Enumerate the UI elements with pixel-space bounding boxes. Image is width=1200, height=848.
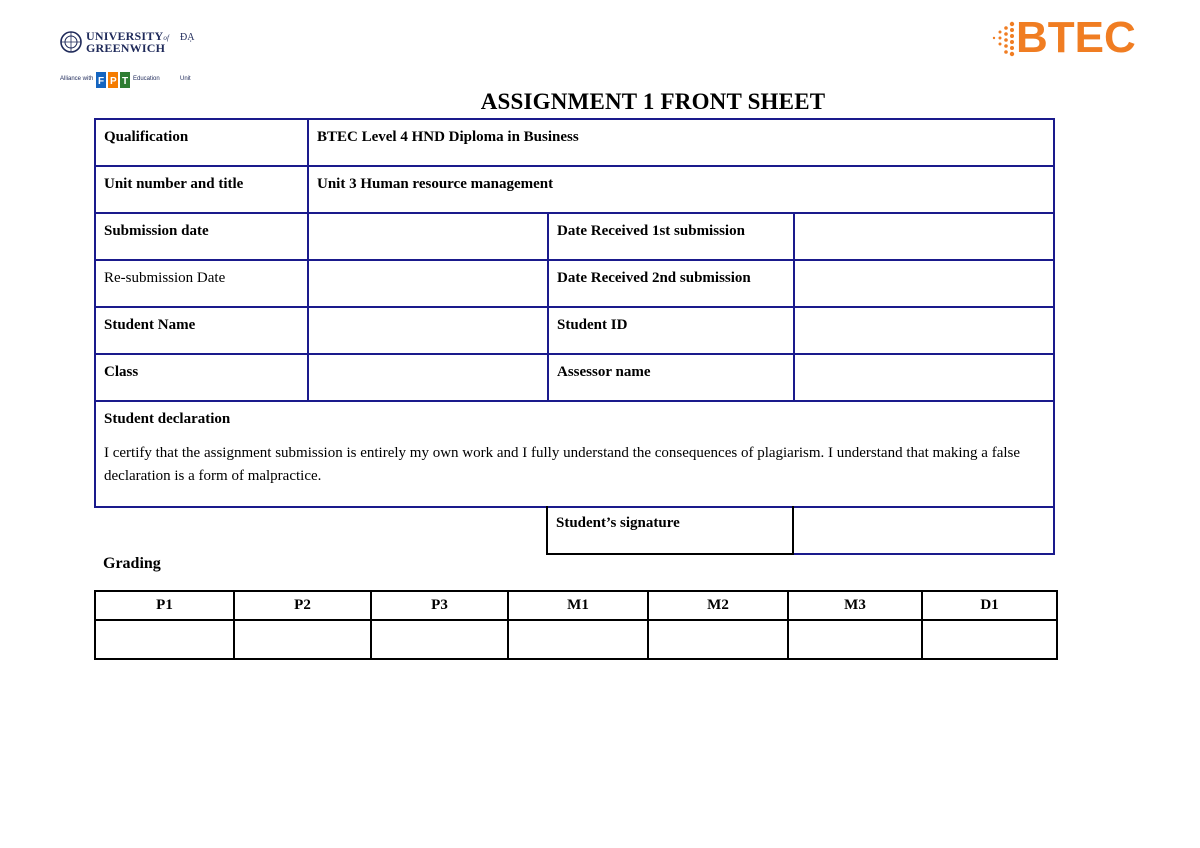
declaration-title: Student declaration xyxy=(104,411,231,427)
unit-label: Unit number and title xyxy=(95,166,308,213)
fpt-logo-icon xyxy=(96,72,130,88)
signature-label: Student’s signature xyxy=(547,506,793,554)
grade-cell-m2[interactable] xyxy=(648,620,788,659)
fpt-letter-p: P xyxy=(110,76,117,87)
date-received-2-field[interactable] xyxy=(794,260,1054,307)
education-text: Education xyxy=(133,76,160,82)
btec-wordmark: BTEC xyxy=(1016,13,1136,62)
signature-field[interactable] xyxy=(793,506,1054,554)
grade-header-d1: D1 xyxy=(922,591,1057,620)
class-label: Class xyxy=(95,354,308,401)
class-field[interactable] xyxy=(308,354,548,401)
university-logo xyxy=(60,28,210,94)
assignment-info-table xyxy=(94,118,1055,508)
grading-table xyxy=(94,590,1058,660)
table-row-qualification xyxy=(95,119,1054,166)
table-row-class xyxy=(95,354,1054,401)
signature-table xyxy=(546,506,1055,555)
table-row-submission xyxy=(95,213,1054,260)
grade-header-p1: P1 xyxy=(95,591,234,620)
grade-header-m3: M3 xyxy=(788,591,922,620)
page-title: ASSIGNMENT 1 FRONT SHEET xyxy=(480,89,826,114)
submission-date-field[interactable] xyxy=(308,213,548,260)
signature-row xyxy=(547,506,1054,554)
resubmission-date-field[interactable] xyxy=(308,260,548,307)
grade-header-m1: M1 xyxy=(508,591,648,620)
table-row-declaration xyxy=(95,401,1054,507)
submission-date-label: Submission date xyxy=(95,213,308,260)
university-crest-icon xyxy=(60,30,82,56)
table-row-student xyxy=(95,307,1054,354)
grading-header-row xyxy=(95,591,1057,620)
alliance-text: Alliance with xyxy=(60,76,94,82)
declaration-cell xyxy=(95,401,1054,507)
university-name-line1: UNIVERSITYof xyxy=(86,29,170,43)
grading-label: Grading xyxy=(103,555,161,572)
btec-dots-icon xyxy=(990,20,1018,60)
university-name-line2: GREENWICH xyxy=(86,41,166,55)
grade-cell-p2[interactable] xyxy=(234,620,371,659)
grading-value-row xyxy=(95,620,1057,659)
student-id-label: Student ID xyxy=(548,307,794,354)
fpt-letter-t: T xyxy=(122,76,129,87)
grade-cell-p3[interactable] xyxy=(371,620,508,659)
declaration-text: I certify that the assignment submission is entirely my own work and I fully understand the consequences of plagiarism. I understand that making a false declaration is a form of malpractice. xyxy=(104,445,1021,484)
date-received-2-label: Date Received 2nd submission xyxy=(548,260,794,307)
assessor-field[interactable] xyxy=(794,354,1054,401)
student-name-field[interactable] xyxy=(308,307,548,354)
qualification-value[interactable]: BTEC Level 4 HND Diploma in Business xyxy=(308,119,1054,166)
qualification-label: Qualification xyxy=(95,119,308,166)
alliance-suffix: Unit xyxy=(180,76,191,82)
grade-cell-d1[interactable] xyxy=(922,620,1057,659)
grade-header-m2: M2 xyxy=(648,591,788,620)
table-row-resubmission xyxy=(95,260,1054,307)
unit-value[interactable]: Unit 3 Human resource management xyxy=(308,166,1054,213)
grade-header-p3: P3 xyxy=(371,591,508,620)
resubmission-date-label: Re-submission Date xyxy=(95,260,308,307)
student-name-label: Student Name xyxy=(95,307,308,354)
student-id-field[interactable] xyxy=(794,307,1054,354)
grade-header-p2: P2 xyxy=(234,591,371,620)
date-received-1-label: Date Received 1st submission xyxy=(548,213,794,260)
university-suffix: ĐẠ xyxy=(180,32,195,43)
date-received-1-field[interactable] xyxy=(794,213,1054,260)
assessor-label: Assessor name xyxy=(548,354,794,401)
grade-cell-m1[interactable] xyxy=(508,620,648,659)
grade-cell-m3[interactable] xyxy=(788,620,922,659)
fpt-letter-f: F xyxy=(98,76,105,87)
grade-cell-p1[interactable] xyxy=(95,620,234,659)
table-row-unit xyxy=(95,166,1054,213)
btec-logo xyxy=(990,14,1140,62)
